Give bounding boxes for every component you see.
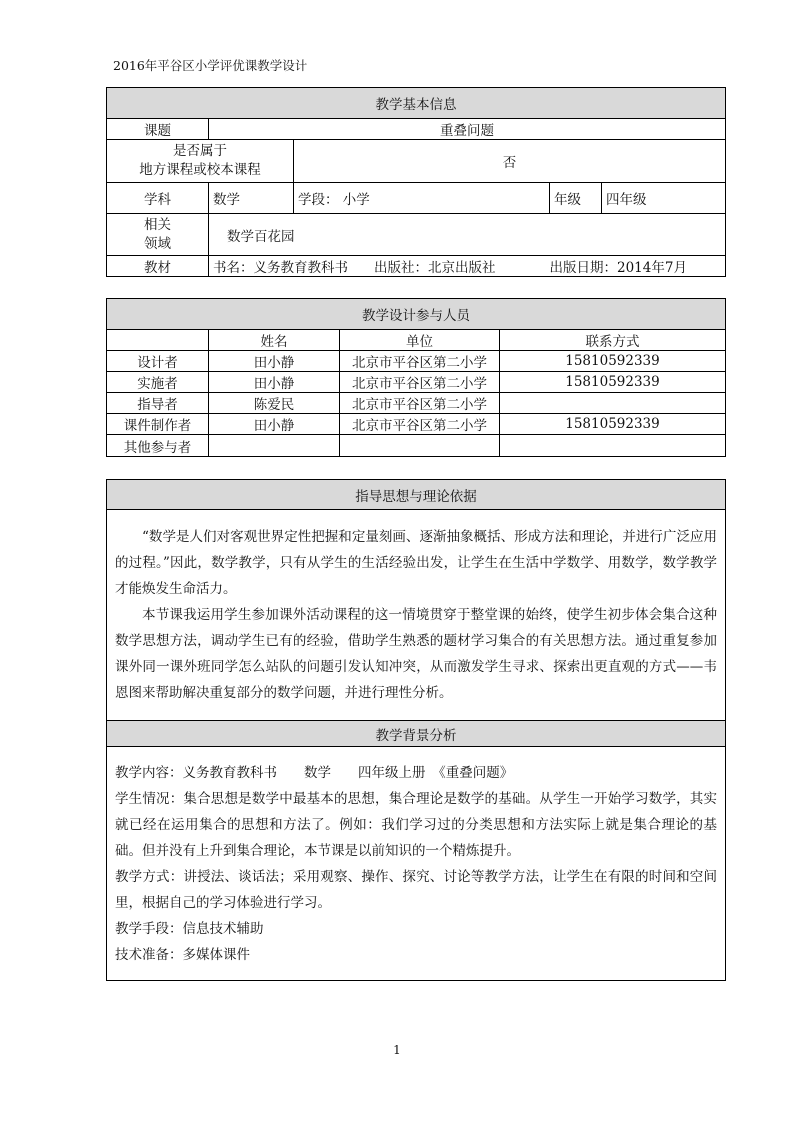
role-cell: 指导者 [107, 393, 209, 414]
contact-cell [500, 393, 726, 414]
contact-cell: 15810592339 [500, 372, 726, 393]
participants-title: 教学设计参与人员 [107, 299, 726, 330]
unit-cell: 北京市平谷区第二小学 [340, 372, 500, 393]
topic-value: 重叠问题 [209, 119, 726, 140]
theory-title: 指导思想与理论依据 [107, 480, 726, 510]
unit-cell [340, 435, 500, 457]
publish-date: 出版日期：2014年7月 [549, 260, 687, 276]
table-row [107, 372, 726, 393]
table-row [107, 435, 726, 457]
table-row [107, 351, 726, 372]
stage-cell [294, 183, 550, 214]
name-cell [209, 435, 340, 457]
local-course-value: 否 [294, 140, 726, 183]
contact-cell: 15810592339 [500, 414, 726, 435]
grade-value: 四年级 [602, 183, 726, 214]
stage-label: 学段： [298, 192, 339, 208]
table-row [107, 393, 726, 414]
participants-corner [107, 330, 209, 351]
topic-label: 课题 [107, 119, 209, 140]
contact-cell [500, 435, 726, 457]
grade-label: 年级 [550, 183, 602, 214]
local-course-label-line2: 地方课程或校本课程 [139, 162, 261, 178]
field-label-line2: 领域 [144, 235, 171, 252]
table-row [107, 414, 726, 435]
tech-preparation: 技术准备：多媒体课件 [115, 946, 250, 963]
theory-content [107, 510, 726, 721]
document-header: 2016年平谷区小学评优课教学设计 [113, 58, 308, 73]
student-situation: 学生情况：集合思想是数学中最基本的思想，集合理论是数学的基础。从学生一开始学习数学，其实就已经在运用集合的思想和方法了。例如：我们学习过的分类思想和方法实际上就是集合理论的基础。但并没有上升到集合理论，本节课是以前知识的一个精炼提升。 [115, 790, 717, 859]
textbook-info [209, 256, 726, 277]
participants-table [106, 298, 726, 457]
teaching-means: 教学手段：信息技术辅助 [115, 920, 264, 937]
background-title: 教学背景分析 [107, 721, 726, 747]
teaching-method: 教学方式：讲授法、谈话法；采用观察、操作、探究、讨论等教学方法，让学生在有限的时间和空间里，根据自己的学习体验进行学习。 [115, 868, 717, 911]
role-cell: 实施者 [107, 372, 209, 393]
theory-paragraph-2: 本节课我运用学生参加课外活动课程的这一情境贯穿于整堂课的始终，使学生初步体会集合这种数学思想方法，调动学生已有的经验，借助学生熟悉的题材学习集合的有关思想方法。通过重复参加课外同一课外班同学怎么站队的问题引发认知冲突，从而激发学生寻求、探索出更直观的方式——韦恩图来帮助解决重复部分的数学问题，并进行理性分析。 [115, 607, 717, 701]
col-header-name: 姓名 [209, 330, 340, 351]
theory-paragraph-1: “数学是人们对客观世界定性把握和定量刻画、逐渐抽象概括、形成方法和理论，并进行广泛应用的过程。”因此，数学教学，只有从学生的生活经验出发，让学生在生活中学数学、用数学，数学教学才能焕发生命活力。 [115, 529, 717, 597]
role-cell: 课件制作者 [107, 414, 209, 435]
subject-value: 数学 [209, 183, 294, 214]
subject-label: 学科 [107, 183, 209, 214]
teaching-content: 教学内容：义务教育教科书 数学 四年级上册 《重叠问题》 [115, 764, 514, 781]
role-cell: 其他参与者 [107, 435, 209, 457]
page-number: 1 [393, 1043, 401, 1057]
stage-value: 小学 [342, 192, 370, 208]
publisher: 出版社：北京出版社 [374, 260, 496, 276]
col-header-contact: 联系方式 [500, 330, 726, 351]
field-value: 数学百花园 [209, 214, 726, 256]
role-cell: 设计者 [107, 351, 209, 372]
unit-cell: 北京市平谷区第二小学 [340, 393, 500, 414]
contact-cell: 15810592339 [500, 351, 726, 372]
unit-cell: 北京市平谷区第二小学 [340, 414, 500, 435]
name-cell: 田小静 [209, 414, 340, 435]
book-name: 书名：义务教育教科书 [213, 260, 348, 276]
col-header-unit: 单位 [340, 330, 500, 351]
name-cell: 田小静 [209, 351, 340, 372]
local-course-label-line1: 是否属于 [173, 143, 227, 159]
textbook-label: 教材 [107, 256, 209, 277]
local-course-label [107, 140, 294, 183]
background-content [107, 747, 726, 981]
basic-info-table [106, 87, 726, 277]
unit-cell: 北京市平谷区第二小学 [340, 351, 500, 372]
basic-info-title: 教学基本信息 [107, 88, 726, 119]
name-cell: 田小静 [209, 372, 340, 393]
field-label [107, 214, 209, 256]
name-cell: 陈爱民 [209, 393, 340, 414]
field-label-line1: 相关 [144, 216, 171, 233]
theory-background-table [106, 479, 726, 981]
